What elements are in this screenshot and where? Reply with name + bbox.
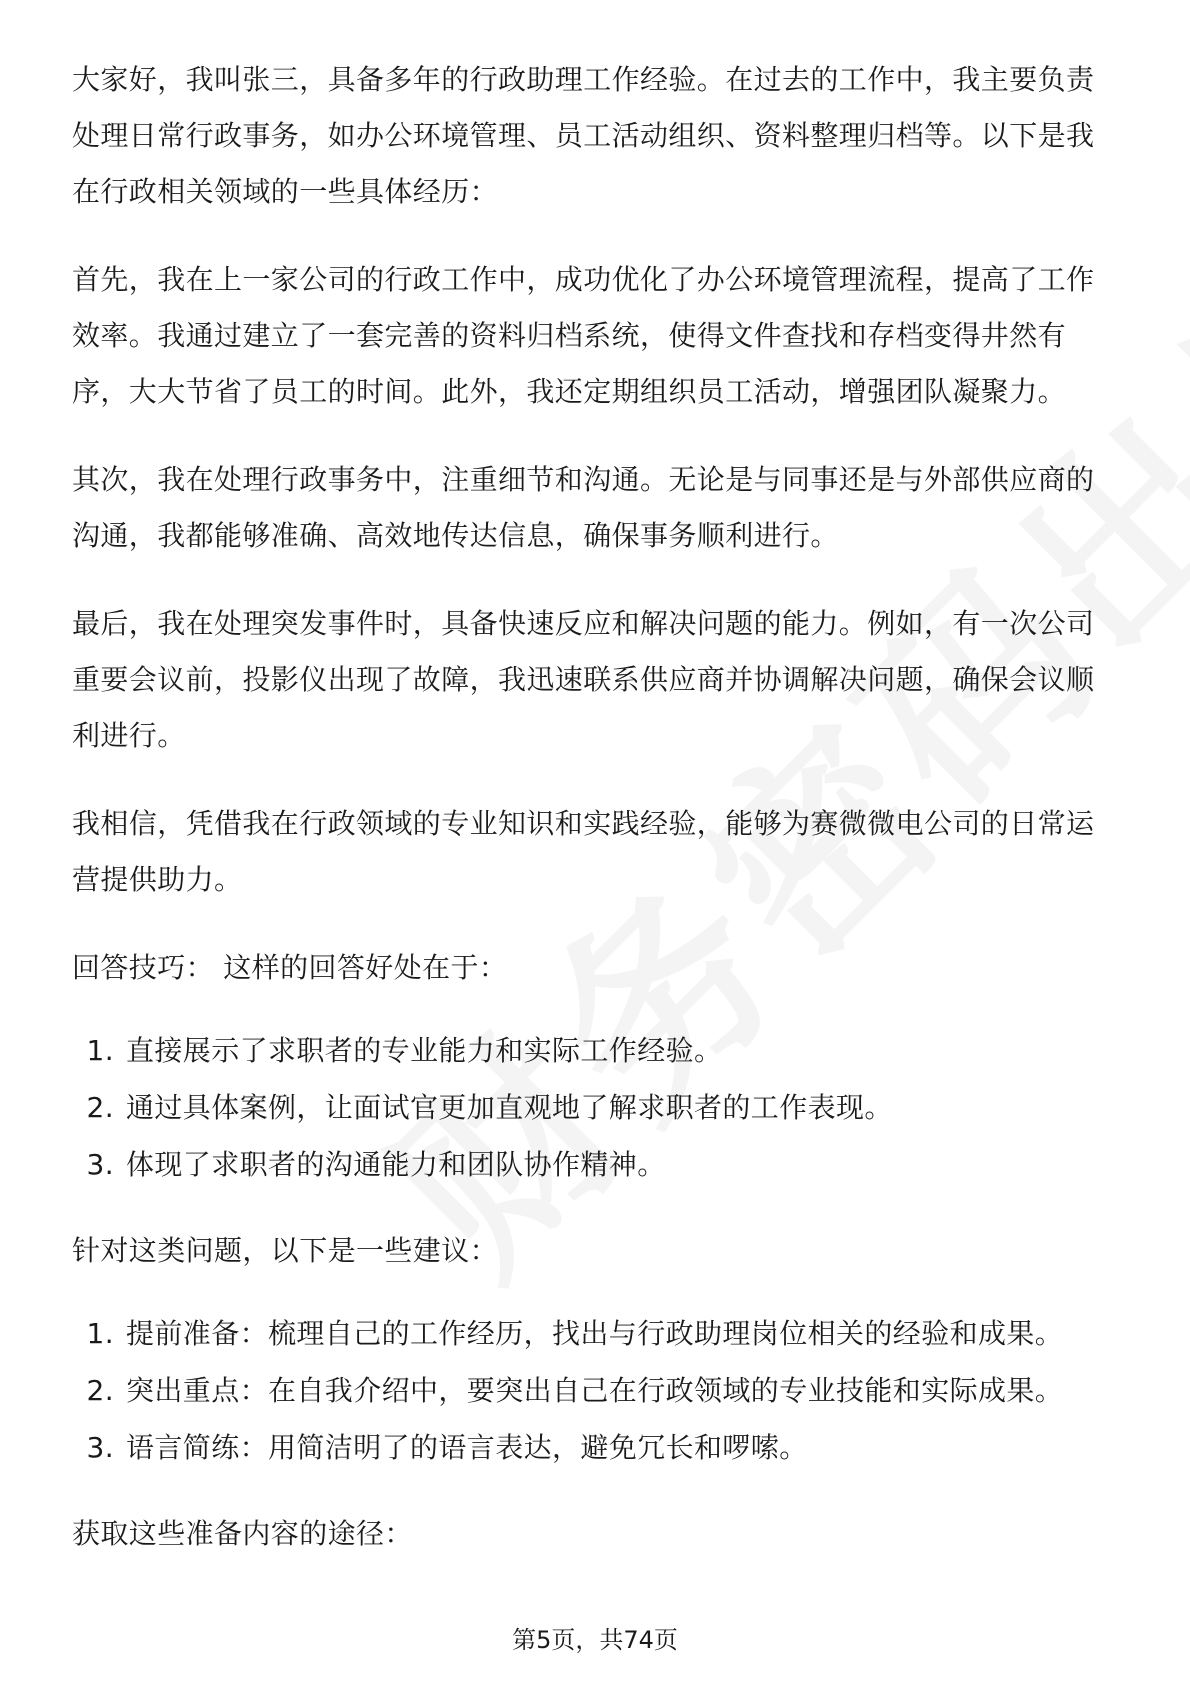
list-text: 通过具体案例，让面试官更加直观地了解求职者的工作表现。 xyxy=(126,1091,893,1124)
list-number: 1. xyxy=(86,1034,114,1067)
list-number: 3. xyxy=(86,1148,114,1181)
document-page xyxy=(72,52,1118,1588)
list-number: 2. xyxy=(86,1374,114,1407)
list-item xyxy=(72,1136,1118,1193)
list-number: 2. xyxy=(86,1091,114,1124)
paragraph-first: 首先，我在上一家公司的行政工作中，成功优化了办公环境管理流程，提高了工作效率。我通过建立了一套完善的资料归档系统，使得文件查找和存档变得井然有序，大大节省了员工的时间。此外，我还定期组织员工活动，增强团队凝聚力。 xyxy=(72,263,1095,408)
tips-list xyxy=(72,1022,1118,1193)
list-text: 语言简练：用简洁明了的语言表达，避免冗长和啰嗦。 xyxy=(126,1431,808,1464)
list-number: 3. xyxy=(86,1431,114,1464)
tips-heading: 回答技巧： 这样的回答好处在于： xyxy=(72,951,508,984)
advice-list xyxy=(72,1305,1118,1476)
paragraph-intro: 大家好，我叫张三，具备多年的行政助理工作经验。在过去的工作中，我主要负责处理日常行政事务，如办公环境管理、员工活动组织、资料整理归档等。以下是我在行政相关领域的一些具体经历： xyxy=(72,63,1095,208)
sources-heading: 获取这些准备内容的途径： xyxy=(72,1517,413,1550)
page-footer: 第5页，共74页 xyxy=(512,1626,678,1654)
list-text: 提前准备：梳理自己的工作经历，找出与行政助理岗位相关的经验和成果。 xyxy=(126,1317,1064,1350)
paragraph-last: 最后，我在处理突发事件时，具备快速反应和解决问题的能力。例如，有一次公司重要会议前，投影仪出现了故障，我迅速联系供应商并协调解决问题，确保会议顺利进行。 xyxy=(72,607,1095,752)
list-item xyxy=(72,1305,1118,1362)
list-item xyxy=(72,1079,1118,1136)
list-item xyxy=(72,1419,1118,1476)
paragraph-second: 其次，我在处理行政事务中，注重细节和沟通。无论是与同事还是与外部供应商的沟通，我都能够准确、高效地传达信息，确保事务顺利进行。 xyxy=(72,463,1095,552)
list-text: 突出重点：在自我介绍中，要突出自己在行政领域的专业技能和实际成果。 xyxy=(126,1374,1064,1407)
advice-heading: 针对这类问题，以下是一些建议： xyxy=(72,1234,499,1267)
paragraph-conclusion: 我相信，凭借我在行政领域的专业知识和实践经验，能够为赛微微电公司的日常运营提供助力。 xyxy=(72,807,1095,896)
list-item xyxy=(72,1022,1118,1079)
list-item xyxy=(72,1362,1118,1419)
list-number: 1. xyxy=(86,1317,114,1350)
list-text: 直接展示了求职者的专业能力和实际工作经验。 xyxy=(126,1034,723,1067)
list-text: 体现了求职者的沟通能力和团队协作精神。 xyxy=(126,1148,666,1181)
